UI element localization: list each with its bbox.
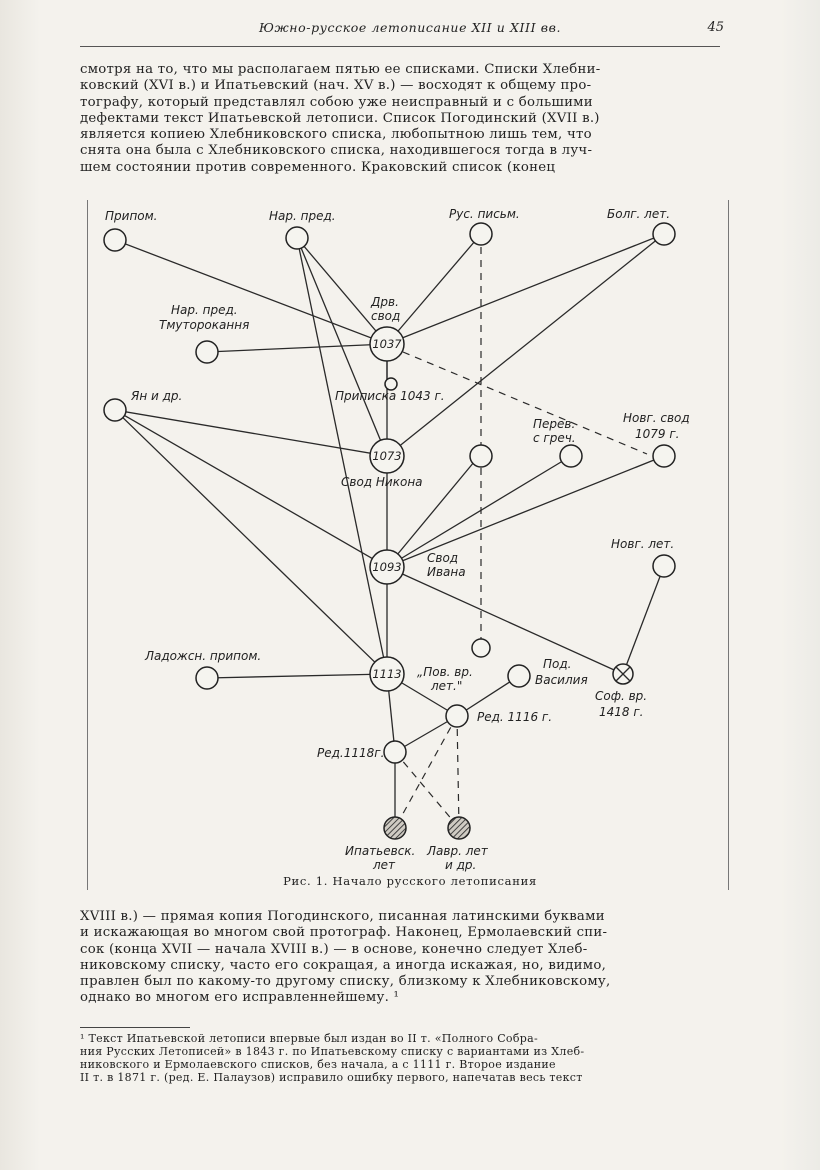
- text-line: однако во многом его исправленнейшему. ¹: [80, 990, 400, 1006]
- node-lavr: [448, 817, 470, 839]
- label-pod-vasiliya-2: Василия: [535, 673, 588, 687]
- label-red-1116: Ред. 1116 г.: [477, 710, 553, 724]
- footnote-line: никовского и Ермолаевского списков, без начала, а с 1111 г. Второе издание: [80, 1058, 556, 1071]
- running-head: [0, 20, 820, 44]
- label-sof-vr-1: Соф. вр.: [595, 689, 648, 703]
- edge: [297, 238, 387, 344]
- label-novg-svod-2: 1079 г.: [635, 427, 680, 441]
- label-pov-vr-1: „Пов. вр.: [417, 665, 473, 679]
- node-yan: [104, 399, 126, 421]
- text-line: является копиею Хлебниковского списка, любопытною лишь тем, что: [80, 127, 592, 143]
- node-novg-let: [653, 555, 675, 577]
- edge: [387, 234, 481, 344]
- label-lavr-1: Лавр. лет: [427, 844, 488, 858]
- label-perev-1: Перев.: [533, 417, 576, 431]
- text-line: и искажающая во многом свой протограф. Наконец, Ермолаевский спи-: [80, 925, 608, 941]
- label-lavr-2: и др.: [445, 858, 477, 872]
- label-nar-pred-tm-2: Тмуторокання: [159, 318, 250, 332]
- node-perev: [560, 445, 582, 467]
- node-1093-label: 1093: [372, 560, 402, 574]
- edge: [207, 344, 387, 352]
- running-title: Южно-русское летописание XII и XIII вв.: [258, 20, 562, 35]
- text-line: тографу, который представлял собою уже неисправный и с большими: [80, 94, 593, 110]
- page-number: 45: [707, 20, 724, 35]
- node-1113-label: 1113: [372, 667, 402, 681]
- edge: [387, 234, 664, 344]
- text-line: ковский (XVI в.) и Ипатьевский (нач. XV в.) — восходят к общему про-: [80, 78, 592, 94]
- node-nar-pred: [286, 227, 308, 249]
- text-line: смотря на то, что мы располагаем пятью ее списками. Списки Хлебни-: [80, 62, 601, 77]
- text-line: сок (конца XVII — начала XVIII в.) — в основе, конечно следует Хлеб-: [80, 941, 588, 957]
- node-1093: [370, 550, 404, 584]
- node-ladozh: [196, 667, 218, 689]
- node-red-1118: [384, 741, 406, 763]
- node-bolg-let: [653, 223, 675, 245]
- node-nar-pred-tm: [196, 341, 218, 363]
- label-sof-vr-2: 1418 г.: [599, 705, 644, 719]
- footnotes: [80, 1032, 720, 1084]
- label-svod-ivana-1: Свод: [427, 551, 459, 565]
- label-drv-svod-2: свод: [371, 309, 401, 323]
- node-pov-vr: [472, 639, 490, 657]
- dashed-edge: [395, 716, 457, 828]
- text-line: снята она была с Хлебниковского списка, находившегося тогда в луч-: [80, 143, 593, 159]
- node-1037-label: 1037: [372, 337, 402, 351]
- label-pod-vasiliya-1: Под.: [543, 657, 572, 671]
- label-svod-nikona: Свод Никона: [341, 475, 423, 489]
- text-line: XVIII в.) — прямая копия Погодинского, писанная латинскими буквами: [80, 909, 605, 924]
- node-sof-vr: [613, 664, 633, 684]
- figure-caption: Рис. 1. Начало русского летописания: [283, 874, 537, 888]
- body-text-bottom: [80, 909, 720, 1007]
- label-pov-vr-2: лет.": [431, 679, 463, 693]
- node-pripom: [104, 229, 126, 251]
- node-red-1116: [446, 705, 468, 727]
- text-line: правлен был по какому-то другому списку, близкому к Хлебниковскому,: [80, 974, 611, 990]
- label-red-1118: Ред.1118г.: [317, 746, 385, 760]
- stemma-diagram: [87, 196, 730, 896]
- node-1073-label: 1073: [372, 449, 402, 463]
- edge: [387, 567, 623, 674]
- label-nar-pred-tm-1: Нар. пред.: [171, 303, 238, 317]
- edge: [207, 674, 387, 678]
- node-ipat: [384, 817, 406, 839]
- label-pripom: Припом.: [105, 209, 158, 223]
- label-ipat-1: Ипатьевск.: [345, 844, 416, 858]
- label-bolg-let: Болг. лет.: [607, 207, 671, 221]
- text-line: никовскому списку, часто его сокращая, а иногда искажая, но, видимо,: [80, 957, 607, 973]
- label-ipat-2: лет: [373, 858, 396, 872]
- dashed-edge: [395, 752, 459, 828]
- node-1113: [370, 657, 404, 691]
- node-novg-svod: [653, 445, 675, 467]
- stemma-dashed-edges: [395, 234, 647, 828]
- footnote-rule: [80, 1027, 190, 1028]
- label-drv-svod-1: Дрв.: [371, 295, 399, 309]
- footnote-line: II т. в 1871 г. (ред. Е. Палаузов) исправило ошибку первого, напечатав весь текст: [80, 1071, 583, 1084]
- dashed-edge: [403, 352, 647, 454]
- label-novg-svod-1: Новг. свод: [623, 411, 690, 425]
- footnote-line: ния Русских Летописей» в 1843 г. по Ипатьевскому списку с вариантами из Хлеб-: [80, 1045, 585, 1058]
- label-pripiska: Приписка 1043 г.: [335, 389, 445, 403]
- node-pod-vasiliya: [508, 665, 530, 687]
- text-line: дефектами текст Ипатьевской летописи. Список Погодинский (XVII в.): [80, 110, 600, 126]
- label-rus-pism: Рус. письм.: [449, 207, 520, 221]
- label-svod-ivana-2: Ивана: [427, 565, 466, 579]
- edge: [115, 240, 387, 344]
- label-nar-pred: Нар. пред.: [269, 209, 336, 223]
- label-novg-let: Новг. лет.: [611, 537, 675, 551]
- label-perev-2: с греч.: [533, 431, 576, 445]
- header-rule: [80, 46, 720, 47]
- edge: [623, 566, 664, 674]
- node-rus-pism: [470, 223, 492, 245]
- node-1073: [370, 439, 404, 473]
- stemma-svg: [87, 196, 730, 876]
- node-1037: [370, 327, 404, 361]
- body-text-top: [80, 62, 720, 176]
- text-line: шем состоянии против современного. Краковский список (конец: [80, 159, 556, 175]
- node-c-392: [470, 445, 492, 467]
- label-yan: Ян и др.: [131, 389, 183, 403]
- dashed-edge: [457, 716, 459, 828]
- label-ladozh: Ладожсн. припом.: [145, 649, 262, 663]
- edge: [387, 456, 571, 567]
- footnote-line: ¹ Текст Ипатьевской летописи впервые был издан во II т. «Полного Собра-: [80, 1032, 538, 1045]
